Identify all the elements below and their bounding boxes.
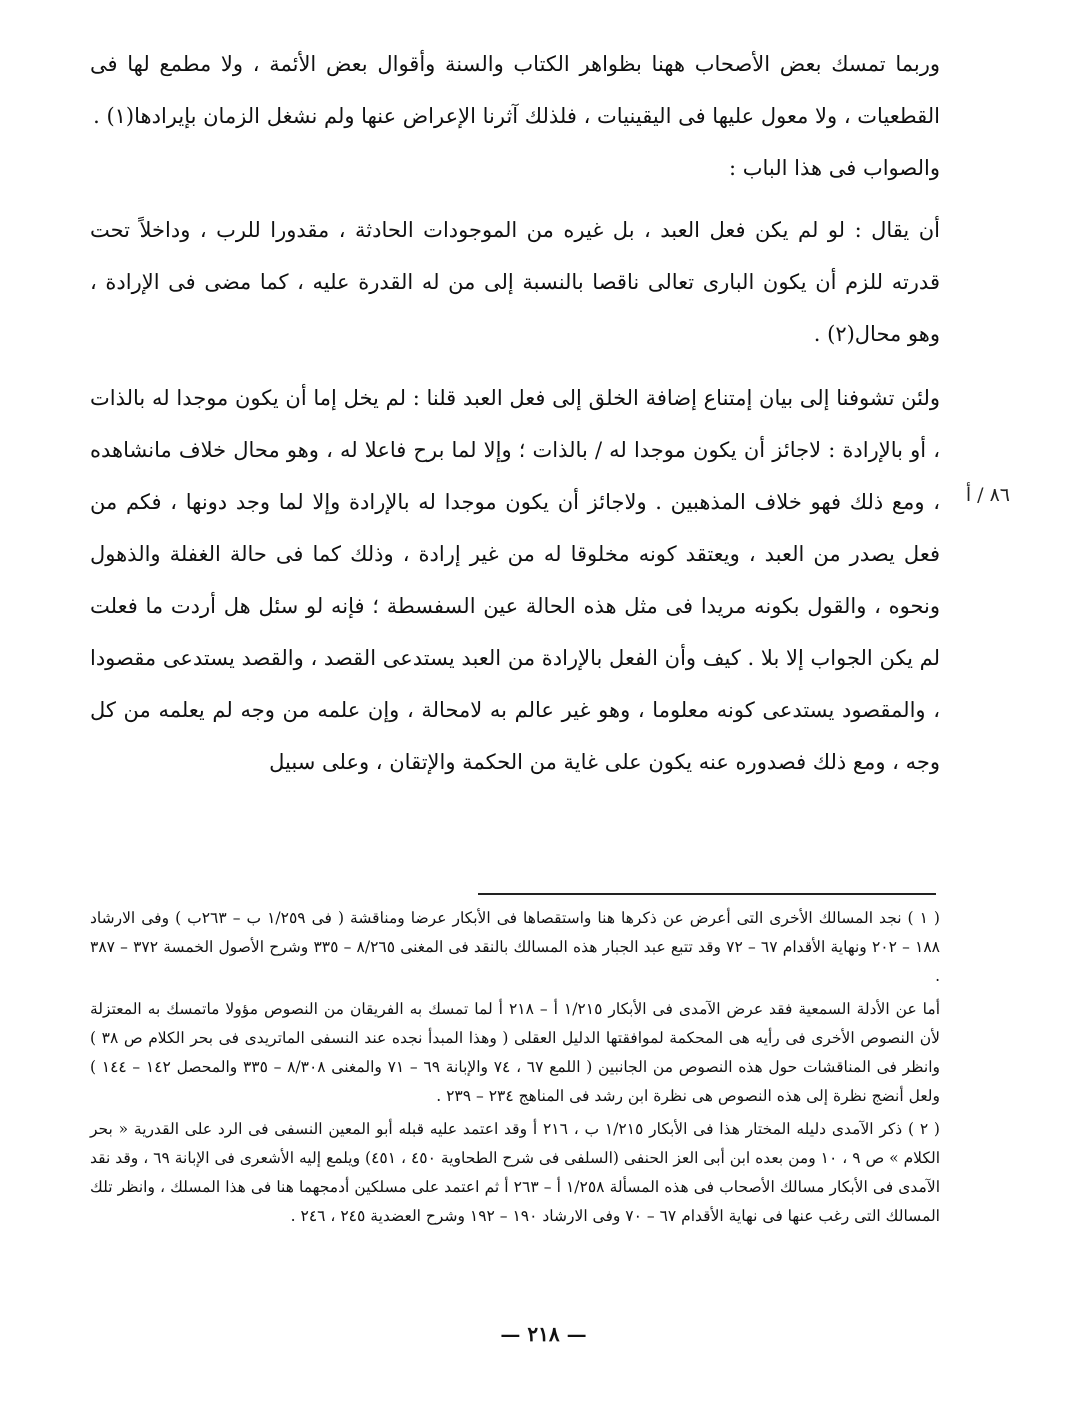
footnote-separator-line <box>478 893 936 895</box>
paragraph-3: أن يقال : لو لم يكن فعل العبد ، بل غيره من الموجودات الحادثة ، مقدورا للرب ، وداخلاً تحت قدرته للزم أن يكون البارى تعالى ناقصا بالنسبة إلى من له القدرة عليه ، كما مضى فى الإرادة ، وهو محال(٢) . <box>90 218 940 346</box>
footnote-1-continued: أما عن الأدلة السمعية فقد عرض الآمدى فى الأبكار ١/٢١٥ أ – ٢١٨ أ لما تمسك به الفريقان من النصوص مؤولا ماتمسك به المعتزلة لأن النصوص الأخرى فى رأيه هى المحكمة لموافقتها الدليل العقلى ( وهذا المبدأ نجده عند النسفى الماتريدى فى بحر الكلام ص ٣٨ ) وانظر فى المناقشات حول هذه النصوص من الجانبين ( اللمع ٦٧ ، ٧٤ والإبانة ٦٩ – ٧١ والمغنى ٨/٣٠٨ – ٣٣٥ والمحصل ١٤٢ – ١٤٤ ) ولعل أنضج نظرة إلى هذه النصوص هى نظرة ابن رشد فى المناهج ٢٣٤ – ٢٣٩ . <box>90 1000 941 1105</box>
paragraph-1: وربما تمسك بعض الأصحاب ههنا بظواهر الكتاب والسنة وأقوال بعض الأئمة ، ولا مطمع لها فى القطعيات ، ولا معول عليها فى اليقينيات ، فلذلك آثرنا الإعراض عنها ولم نشغل الزمان بإيرادها(١) . <box>90 52 940 128</box>
footnotes-section <box>90 904 940 1235</box>
main-text-body <box>90 38 940 788</box>
manuscript-folio-marker: ٨٦ / أ <box>965 484 1010 506</box>
page-number: — ٢١٨ — <box>500 1322 587 1346</box>
paragraph-4: ولئن تشوفنا إلى بيان إمتناع إضافة الخلق إلى فعل العبد قلنا : لم يخل إما أن يكون موجدا له بالذات ، أو بالإرادة : لاجائز أن يكون موجدا له / بالذات ؛ وإلا لما برح فاعلا له ، وهو محال خلاف مانشاهده ، ومع ذلك فهو خلاف المذهبين . ولاجائز أن يكون موجدا له بالإرادة وإلا لما وجد دونها ، فكم من فعل يصدر من العبد ، ويعتقد كونه مخلوقا له من غير إرادة ، وذلك كما فى حالة الغفلة والذهول ونحوه ، والقول بكونه مريدا فى مثل هذه الحالة عين السفسطة ؛ فإنه لو سئل هل أردت ما فعلت لم يكن الجواب إلا بلا . كيف وأن الفعل بالإرادة من العبد يستدعى القصد ، والقصد يستدعى مقصودا ، والمقصود يستدعى كونه معلوما ، وهو غير عالم به لامحالة ، وإن علمه من وجه لم يعلمه من كل وجه ، ومع ذلك فصدوره عنه يكون على غاية من الحكمة والإتقان ، وعلى سبيل <box>90 386 940 774</box>
paragraph-2: والصواب فى هذا الباب : <box>728 156 940 180</box>
footnote-2: ( ٢ ) ذكر الآمدى دليله المختار هذا فى الأبكار ١/٢١٥ ب ، ٢١٦ أ وقد اعتمد عليه قبله أبو المعين النسفى فى الرد على القدرية « بحر الكلام » ص ٩ ، ١٠ ومن بعده ابن أبى العز الحنفى (السلفى فى شرح الطحاوية ٤٥٠ ، ٤٥١) ويلمع إليه الأشعرى فى الإبانة ٦٩ ، وقد نقد الآمدى فى الأبكار مسالك الأصحاب فى هذه المسألة ١/٢٥٨ أ – ٢٦٣ أ ثم اعتمد على مسلكين أدمجهما هنا فى هذا المسلك ، وانظر تلك المسالك التى رغب عنها فى نهاية الأقدام ٦٧ – ٧٠ وفى الارشاد ١٩٠ – ١٩٢ وشرح العضدية ٢٤٥ ، ٢٤٦ . <box>90 1120 941 1225</box>
footnote-1: ( ١ ) نجد المسالك الأخرى التى أعرض عن ذكرها هنا واستقصاها فى الأبكار عرضا ومناقشة ( فى ١/٢٥٩ ب – ٢٦٣ب ) وفى الارشاد ١٨٨ – ٢٠٢ ونهاية الأقدام ٦٧ – ٧٢ وقد تتبع عبد الجبار هذه المسالك بالنقد فى المغنى ٨/٢٦٥ – ٣٣٥ وشرح الأصول الخمسة ٣٧٢ – ٣٨٧ . <box>90 909 940 985</box>
